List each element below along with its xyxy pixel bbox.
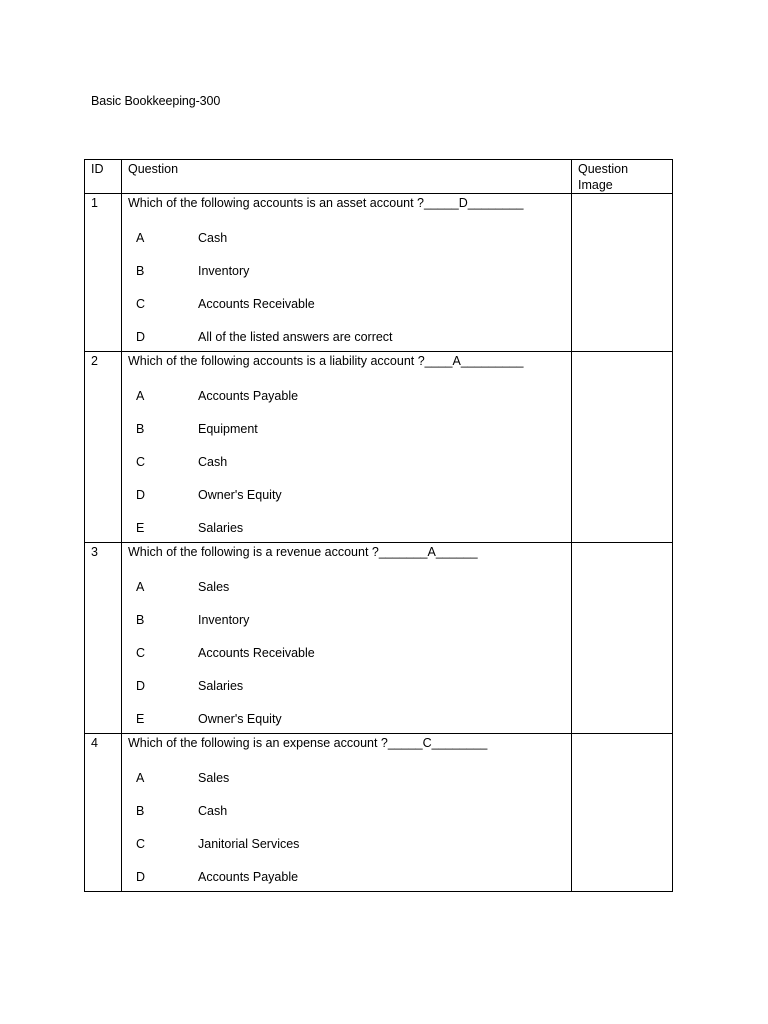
option-text: Sales: [198, 771, 230, 785]
question-id: 4: [91, 736, 98, 750]
option-text: Equipment: [198, 422, 258, 436]
option-letter: C: [136, 837, 146, 851]
option-letter: D: [136, 679, 146, 693]
option-text: Accounts Receivable: [198, 646, 315, 660]
answer-option: [122, 753, 571, 786]
question-cell: [122, 352, 572, 543]
answer-option: [122, 437, 571, 470]
questions-table: [84, 159, 673, 892]
question-id: 1: [91, 196, 98, 210]
answer-option: [122, 279, 571, 312]
answer-option: [122, 694, 571, 727]
option-letter: B: [136, 804, 145, 818]
option-text: Accounts Payable: [198, 870, 299, 884]
option-text: All of the listed answers are correct: [198, 330, 393, 344]
question-text: Which of the following is an expense account ?_____C________: [128, 736, 488, 750]
option-text: Salaries: [198, 679, 244, 693]
option-letter: A: [136, 580, 145, 594]
option-text: Cash: [198, 455, 228, 469]
header-image-label-line1: Question: [578, 162, 629, 176]
question-image-cell: [572, 352, 673, 543]
header-question-image: [572, 160, 673, 194]
question-id-cell: [85, 734, 122, 892]
option-letter: A: [136, 231, 145, 245]
question-id: 3: [91, 545, 98, 559]
option-text: Cash: [198, 804, 228, 818]
option-letter: E: [136, 712, 145, 726]
option-text: Inventory: [198, 264, 250, 278]
question-text: Which of the following accounts is a liability account ?____A_________: [128, 354, 524, 368]
question-text: Which of the following is a revenue account ?_______A______: [128, 545, 478, 559]
option-text: Salaries: [198, 521, 244, 535]
answer-option: [122, 246, 571, 279]
answer-option: [122, 786, 571, 819]
option-letter: B: [136, 613, 145, 627]
option-letter: A: [136, 389, 145, 403]
answer-option: [122, 661, 571, 694]
question-row: [85, 543, 673, 734]
question-row: [85, 734, 673, 892]
answer-option: [122, 470, 571, 503]
option-letter: D: [136, 488, 146, 502]
question-id-cell: [85, 352, 122, 543]
answer-option: [122, 371, 571, 404]
question-cell: [122, 734, 572, 892]
table-header-row: [85, 160, 673, 194]
question-id-cell: [85, 543, 122, 734]
answer-option: [122, 819, 571, 852]
option-text: Accounts Receivable: [198, 297, 315, 311]
header-question: [122, 160, 572, 194]
answer-option: [122, 213, 571, 246]
answer-option: [122, 404, 571, 437]
question-id-cell: [85, 194, 122, 352]
header-question-label: Question: [128, 162, 179, 176]
question-cell: [122, 194, 572, 352]
option-text: Sales: [198, 580, 230, 594]
answer-option: [122, 628, 571, 661]
answer-option: [122, 595, 571, 628]
question-image-cell: [572, 734, 673, 892]
option-letter: D: [136, 870, 146, 884]
option-text: Janitorial Services: [198, 837, 300, 851]
question-row: [85, 194, 673, 352]
option-letter: D: [136, 330, 146, 344]
question-row: [85, 352, 673, 543]
option-text: Owner's Equity: [198, 488, 282, 502]
answer-option: [122, 312, 571, 345]
answer-option: [122, 562, 571, 595]
option-letter: B: [136, 422, 145, 436]
option-text: Owner's Equity: [198, 712, 282, 726]
option-letter: C: [136, 297, 146, 311]
document-title: Basic Bookkeeping-300: [91, 94, 221, 108]
option-letter: C: [136, 455, 146, 469]
option-text: Cash: [198, 231, 228, 245]
header-id: [85, 160, 122, 194]
option-letter: A: [136, 771, 145, 785]
option-text: Accounts Payable: [198, 389, 299, 403]
option-letter: B: [136, 264, 145, 278]
question-text: Which of the following accounts is an asset account ?_____D________: [128, 196, 524, 210]
answer-option: [122, 503, 571, 536]
question-id: 2: [91, 354, 98, 368]
question-image-cell: [572, 194, 673, 352]
option-letter: C: [136, 646, 146, 660]
question-image-cell: [572, 543, 673, 734]
option-text: Inventory: [198, 613, 250, 627]
question-cell: [122, 543, 572, 734]
option-letter: E: [136, 521, 145, 535]
answer-option: [122, 852, 571, 885]
header-image-label-line2: Image: [578, 178, 613, 192]
header-id-label: ID: [91, 162, 104, 176]
